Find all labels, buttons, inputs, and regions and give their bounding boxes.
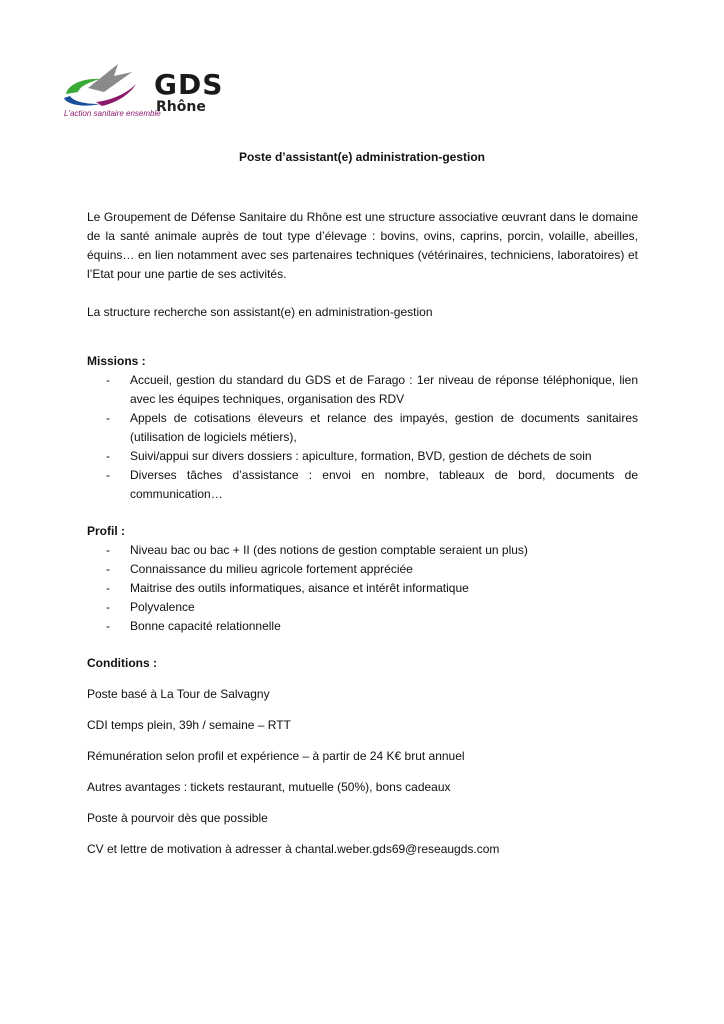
condition-contract: CDI temps plein, 39h / semaine – RTT — [87, 718, 291, 732]
missions-heading: Missions : — [87, 354, 146, 368]
list-item — [87, 466, 638, 504]
mission-text: Appels de cotisations éleveurs et relance des impayés, gestion de documents sanitaires (utilisation de logiciels métiers), — [130, 411, 638, 444]
profil-text: Polyvalence — [130, 600, 195, 614]
dash-bullet: - — [106, 373, 110, 387]
dash-bullet: - — [106, 449, 110, 463]
profil-text: Niveau bac ou bac + II (des notions de gestion comptable seraient un plus) — [130, 543, 528, 557]
dash-bullet: - — [106, 543, 110, 557]
condition-application: CV et lettre de motivation à adresser à chantal.weber.gds69@reseaugds.com — [87, 842, 500, 856]
search-paragraph: La structure recherche son assistant(e) en administration-gestion — [87, 305, 433, 319]
conditions-heading: Conditions : — [87, 656, 157, 670]
profil-heading: Profil : — [87, 524, 125, 538]
profil-text: Maitrise des outils informatiques, aisance et intérêt informatique — [130, 581, 469, 595]
list-item — [87, 598, 638, 617]
missions-list — [87, 371, 638, 504]
dash-bullet: - — [106, 411, 110, 425]
condition-availability: Poste à pourvoir dès que possible — [87, 811, 268, 825]
list-item — [87, 560, 638, 579]
mission-text: Suivi/appui sur divers dossiers : apiculture, formation, BVD, gestion de déchets de soin — [130, 449, 592, 463]
list-item — [87, 447, 638, 466]
intro-paragraph: Le Groupement de Défense Sanitaire du Rhône est une structure associative œuvrant dans le domaine de la santé animale auprès de tout type d’élevage : bovins, ovins, caprins, porcin, volaille, abeilles, équins… en lien notamment avec ses partenaires techniques (vétérinaires, techniciens, laboratoires) et l’Etat pour une partie de ses activités. — [87, 210, 638, 281]
dash-bullet: - — [106, 581, 110, 595]
logo-subtitle: Rhône — [156, 99, 206, 115]
profil-list — [87, 541, 638, 636]
page-title: Poste d’assistant(e) administration-gestion — [238, 150, 486, 164]
mission-text: Accueil, gestion du standard du GDS et de Farago : 1er niveau de réponse téléphonique, lien avec les équipes techniques, organisation des RDV — [130, 373, 638, 406]
logo-title: GDS — [154, 68, 224, 101]
condition-salary: Rémunération selon profil et expérience – à partir de 24 K€ brut annuel — [87, 749, 465, 763]
list-item — [87, 579, 638, 598]
dash-bullet: - — [106, 600, 110, 614]
profil-text: Connaissance du milieu agricole fortement appréciée — [130, 562, 413, 576]
dash-bullet: - — [106, 562, 110, 576]
list-item — [87, 371, 638, 409]
condition-location: Poste basé à La Tour de Salvagny — [87, 687, 270, 701]
dash-bullet: - — [106, 619, 110, 633]
profil-text: Bonne capacité relationnelle — [130, 619, 281, 633]
condition-benefits: Autres avantages : tickets restaurant, mutuelle (50%), bons cadeaux — [87, 780, 451, 794]
document-body — [87, 208, 638, 859]
logo-tagline: L'action sanitaire ensemble — [64, 109, 161, 118]
list-item — [87, 541, 638, 560]
gds-rhone-logo — [60, 58, 235, 126]
list-item — [87, 409, 638, 447]
dash-bullet: - — [106, 468, 110, 482]
mission-text: Diverses tâches d’assistance : envoi en nombre, tableaux de bord, documents de communication… — [130, 468, 638, 501]
list-item — [87, 617, 638, 636]
